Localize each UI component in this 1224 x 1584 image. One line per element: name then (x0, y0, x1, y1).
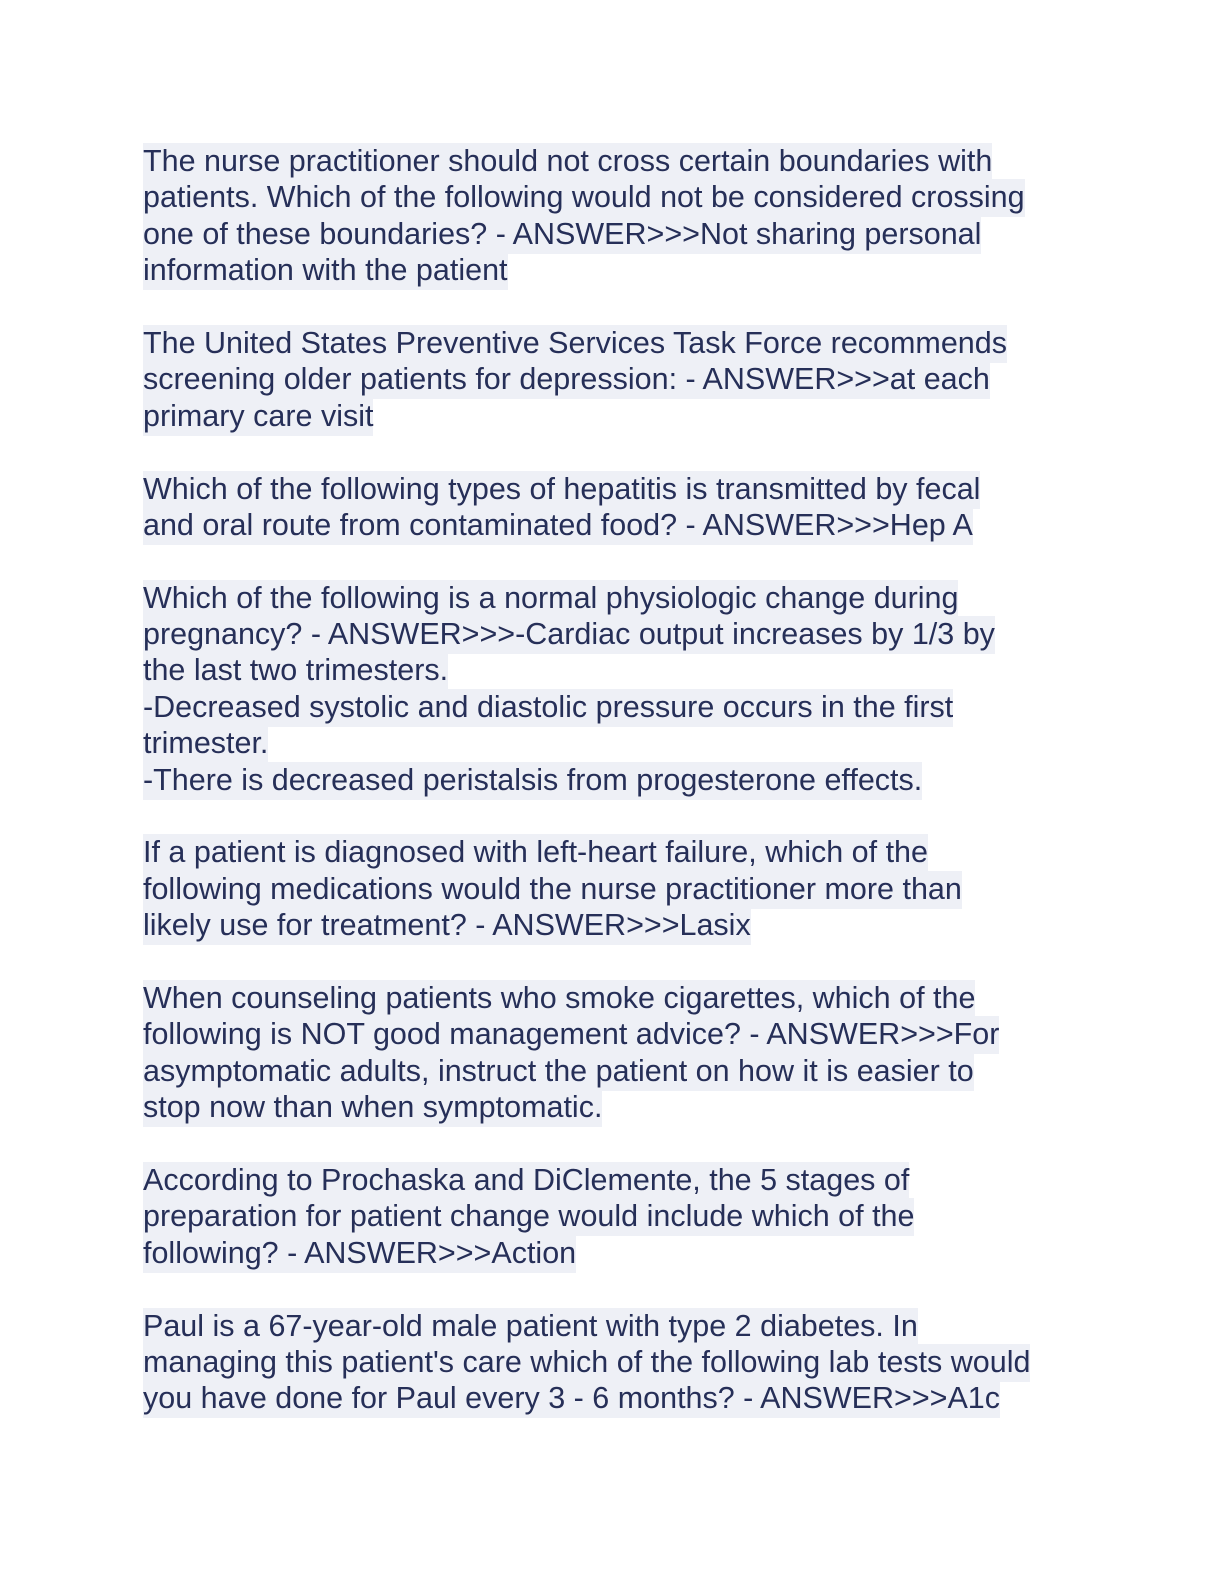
text-line: patients. Which of the following would not be considered crossing (143, 179, 1083, 215)
text-line: you have done for Paul every 3 - 6 months? - ANSWER>>>A1c (143, 1380, 1083, 1416)
text-line: The nurse practitioner should not cross certain boundaries with (143, 143, 1083, 179)
text-line: stop now than when symptomatic. (143, 1089, 1083, 1125)
text-line: According to Prochaska and DiClemente, the 5 stages of (143, 1162, 1083, 1198)
text-line: managing this patient's care which of the following lab tests would (143, 1344, 1083, 1380)
blank-line (143, 543, 1083, 579)
text-line: following medications would the nurse practitioner more than (143, 871, 1083, 907)
text-line: following? - ANSWER>>>Action (143, 1235, 1083, 1271)
text-line: the last two trimesters. (143, 652, 1083, 688)
text-line: following is NOT good management advice? - ANSWER>>>For (143, 1016, 1083, 1052)
blank-line (143, 1271, 1083, 1307)
text-line: -Decreased systolic and diastolic pressure occurs in the first (143, 689, 1083, 725)
text-line: -There is decreased peristalsis from progesterone effects. (143, 762, 1083, 798)
text-line: trimester. (143, 725, 1083, 761)
text-line: likely use for treatment? - ANSWER>>>Lasix (143, 907, 1083, 943)
blank-line (143, 944, 1083, 980)
text-line: If a patient is diagnosed with left-heart failure, which of the (143, 834, 1083, 870)
blank-line (143, 798, 1083, 834)
qa-text-block (143, 143, 1083, 1417)
text-line: Paul is a 67-year-old male patient with type 2 diabetes. In (143, 1308, 1083, 1344)
text-line: primary care visit (143, 398, 1083, 434)
text-line: Which of the following types of hepatitis is transmitted by fecal (143, 471, 1083, 507)
text-line: Which of the following is a normal physiologic change during (143, 580, 1083, 616)
blank-line (143, 1126, 1083, 1162)
text-line: The United States Preventive Services Task Force recommends (143, 325, 1083, 361)
blank-line (143, 434, 1083, 470)
text-line: asymptomatic adults, instruct the patient on how it is easier to (143, 1053, 1083, 1089)
text-line: one of these boundaries? - ANSWER>>>Not sharing personal (143, 216, 1083, 252)
text-line: When counseling patients who smoke cigarettes, which of the (143, 980, 1083, 1016)
text-line: and oral route from contaminated food? - ANSWER>>>Hep A (143, 507, 1083, 543)
text-line: pregnancy? - ANSWER>>>-Cardiac output increases by 1/3 by (143, 616, 1083, 652)
blank-line (143, 289, 1083, 325)
text-line: screening older patients for depression: - ANSWER>>>at each (143, 361, 1083, 397)
text-line: preparation for patient change would include which of the (143, 1198, 1083, 1234)
text-line: information with the patient (143, 252, 1083, 288)
